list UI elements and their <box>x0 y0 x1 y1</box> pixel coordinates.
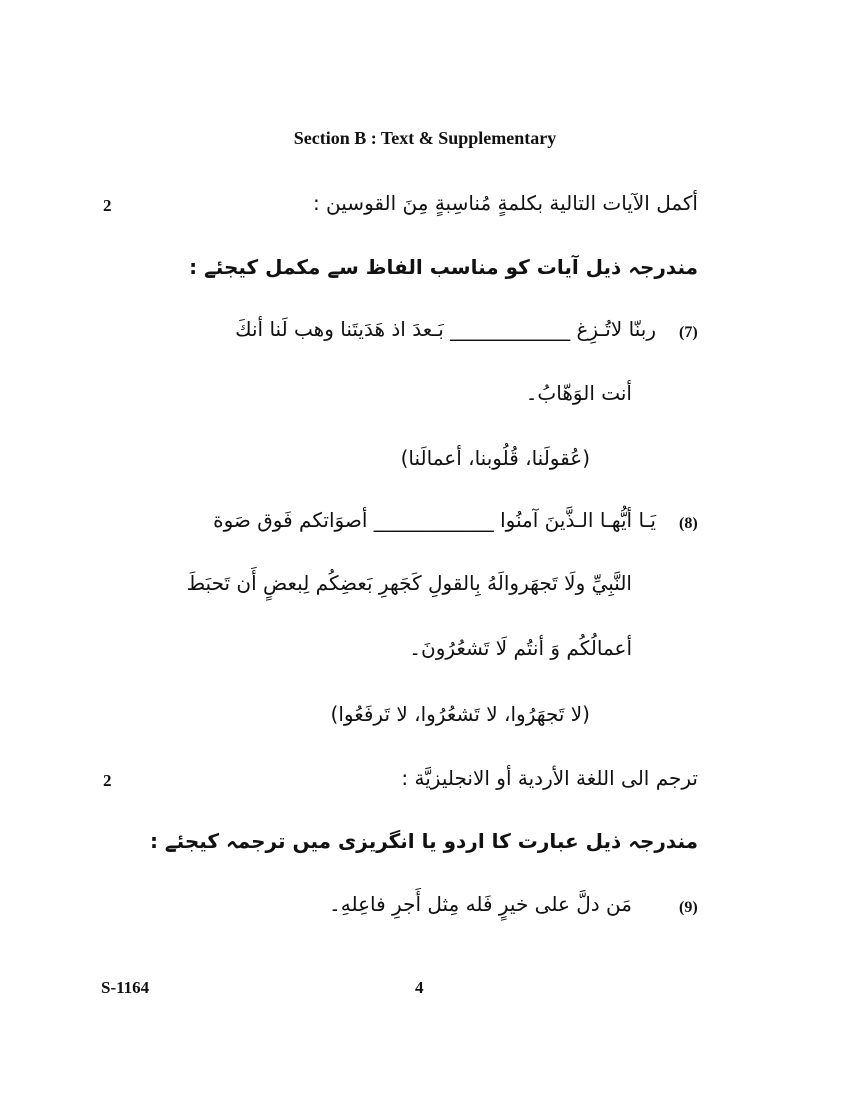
question-8-line-2: النَّبِيِّ ولَا تَجهَروالَهُ بِالقولِ كَجَهرِ بَعضِكُم لِبعضٍ أَن تَحبَطَ <box>186 571 632 595</box>
part2-marks: 2 <box>103 771 112 790</box>
part1-instruction-arabic: أكمل الآيات التالية بكلمةٍ مُناسِبةٍ مِنَ القوسين : <box>312 191 698 215</box>
question-7-line-2: أنت الوَهّابُ۔ <box>525 381 632 405</box>
question-7-line-1: ربنّا لاتُـزِغ ____________ بَـعدَ اذ هَدَيتَنا وهب لَنا أنكَ <box>235 317 656 341</box>
question-9-text: مَن دلَّ على خيرٍ فَله مِثل أَجرِ فاعِلهِ۔ <box>329 892 632 916</box>
paper-code: S-1164 <box>101 978 150 997</box>
part1-marks: 2 <box>103 196 112 215</box>
question-8-line-3: أعمالُكُم وَ أنتُم لَا تَشعُرُونَ۔ <box>409 636 632 660</box>
question-8-line-1: يَـا أيُّهـا الـذَّينَ آمنُوا ____________ أصوَاتكم فَوق صَوة <box>213 508 656 532</box>
part2-instruction-urdu: مندرجہ ذیل عبارت کا اردو یا انگریزی میں ترجمہ کیجئے : <box>149 829 698 853</box>
question-8-options: (لا تَجهَرُوا، لا تَشعُرُوا، لا تَرفَعُوا) <box>330 702 590 726</box>
question-7-number: (7) <box>679 324 698 341</box>
question-7-options: (عُقولَنا، قُلُوبنا، أعمالَنا) <box>400 446 590 470</box>
question-9-number: (9) <box>679 899 698 916</box>
question-8-number: (8) <box>679 515 698 532</box>
part1-instruction-urdu: مندرجہ ذیل آیات کو مناسب الفاظ سے مکمل کیجئے : <box>189 255 698 279</box>
section-title: Section B : Text & Supplementary <box>293 128 557 148</box>
part2-instruction-arabic: ترجم الى اللغة الأردية أو الانجليزيَّة : <box>401 766 698 790</box>
page-number: 4 <box>415 978 424 997</box>
